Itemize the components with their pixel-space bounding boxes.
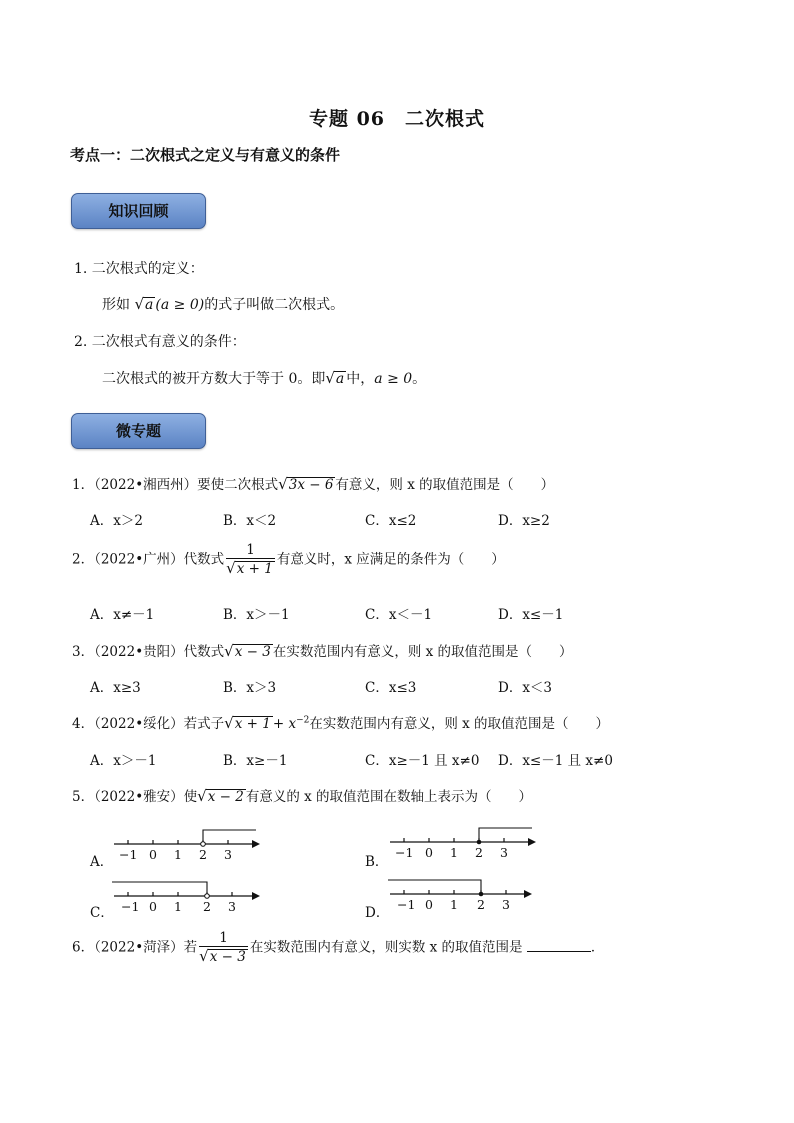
number-line-d-tick-label: 3 [502, 897, 510, 912]
question-5-option-d[interactable]: D． [365, 905, 390, 921]
question-3-stem: 3．（2022•贵阳）代数式√x − 3 在实数范围内有意义，则 x 的取值范围是（ ） [72, 642, 573, 660]
question-1-option-a[interactable]: A．x＞2 [90, 513, 143, 529]
answer-blank[interactable] [527, 939, 591, 952]
question-3-pre: 3．（2022•贵阳）代数式 [72, 644, 225, 660]
question-4-pre: 4．（2022•绥化）若式子 [72, 716, 225, 732]
question-5-option-c[interactable]: C． [90, 905, 114, 921]
review-item-2-mid: 中， [346, 371, 375, 387]
question-4-extra-term: + x [272, 716, 297, 732]
number-line-c-tick-label: 3 [228, 899, 236, 914]
question-6-pre: 6．（2022•菏泽）若 [72, 939, 198, 956]
review-item-2-post: 。 [412, 371, 427, 387]
question-2-fraction: $\frac{1}{√x + 1}$ [226, 542, 273, 577]
question-4-exponent: −2 [296, 715, 310, 726]
number-line-c-tick-label: −1 [121, 899, 140, 914]
question-3-radicand: x − 3 [234, 644, 271, 660]
number-line-a-tick-label: 2 [199, 847, 207, 862]
question-6-denominator: x − 3 [209, 949, 246, 965]
question-2-option-a[interactable]: A．x≠－1 [90, 607, 155, 623]
number-line-a-tick-label: 0 [149, 847, 157, 862]
number-line-d-tick-label: 2 [477, 897, 485, 912]
review-item-2-pre: 二次根式的被开方数大于等于 0。即 [102, 371, 326, 387]
question-2-post: 有意义时，x 应满足的条件为（ ） [276, 551, 505, 568]
question-4-option-b[interactable]: B．x≥－1 [223, 753, 288, 769]
question-6-numerator: 1 [199, 930, 248, 947]
question-2-option-b[interactable]: B．x＞－1 [223, 607, 290, 623]
question-1-option-b[interactable]: B．x＜2 [223, 513, 277, 529]
review-item-1-post: 的式子叫做二次根式。 [204, 297, 345, 313]
number-line-a-tick-label: 3 [224, 847, 232, 862]
review-item-1-expr: a [145, 297, 154, 313]
question-6-end: ． [590, 939, 605, 956]
question-4-option-a[interactable]: A．x＞－1 [90, 753, 157, 769]
number-line-b-tick-label: 1 [450, 845, 458, 860]
question-5-option-a[interactable]: A． [90, 854, 114, 870]
review-item-2-body: 二次根式的被开方数大于等于 0。即√a 中，a ≥ 0。 [102, 369, 427, 387]
number-line-d-tick-label: −1 [397, 897, 416, 912]
question-1-post: 有意义，则 x 的取值范围是（ ） [335, 477, 555, 493]
review-item-1-pre: 形如 [102, 297, 130, 313]
question-3-post: 在实数范围内有意义，则 x 的取值范围是（ ） [272, 644, 573, 660]
question-1-stem: 1．（2022•湘西州）要使二次根式√3x − 6 有意义，则 x 的取值范围是（ ） [72, 475, 555, 493]
review-item-2-title: 2. 二次根式有意义的条件： [74, 334, 246, 350]
number-line-c-tick-label: 0 [149, 899, 157, 914]
number-line-a-tick-label: 1 [174, 847, 182, 862]
question-2-option-d[interactable]: D．x≤－1 [498, 607, 564, 623]
question-4-stem: 4．（2022•绥化）若式子$√x + 1 + x^{-2}$在实数范围内有意义，则 x 的取值范围是（ ） [72, 714, 610, 732]
question-5-post: 有意义的 x 的取值范围在数轴上表示为（ ） [245, 789, 533, 805]
question-5-pre: 5．（2022•雅安）使 [72, 789, 198, 805]
micro-topic-section-badge: 微专题 [71, 413, 206, 449]
question-2-denominator: x + 1 [236, 561, 273, 577]
question-3-option-c[interactable]: C．x≤3 [365, 680, 417, 696]
question-4-post: 在实数范围内有意义，则 x 的取值范围是（ ） [309, 716, 610, 732]
question-6-post: 在实数范围内有意义，则实数 x 的取值范围是 [249, 939, 523, 956]
question-1-option-c[interactable]: C．x≤2 [365, 513, 417, 529]
question-4-option-d[interactable]: D．x≤－1 且 x≠0 [498, 753, 613, 769]
number-line-d-tick-label: 0 [425, 897, 433, 912]
number-line-c-tick-label: 1 [174, 899, 182, 914]
question-2-numerator: 1 [226, 542, 275, 559]
question-3-option-a[interactable]: A．x≥3 [90, 680, 141, 696]
number-line-b-tick-label: 3 [500, 845, 508, 860]
question-6-fraction: $\frac{1}{√x - 3}$ [199, 930, 246, 965]
review-item-1-body: 形如 √a (a ≥ 0)的式子叫做二次根式。 [102, 295, 345, 313]
question-5-radicand: x − 2 [207, 789, 244, 805]
question-4-radicand: x + 1 [234, 716, 271, 732]
number-line-a [110, 826, 270, 862]
page-title: 专题 06 二次根式 [308, 108, 486, 130]
question-1-radicand: 3x − 6 [288, 477, 334, 493]
number-line-c-tick-label: 2 [203, 899, 211, 914]
question-2-stem [72, 542, 505, 578]
number-line-b-tick-label: 2 [475, 845, 483, 860]
review-item-1-cond: (a ≥ 0) [155, 297, 205, 313]
review-item-2-expr: a [335, 371, 345, 387]
question-1-option-d[interactable]: D．x≥2 [498, 513, 550, 529]
question-1-pre: 1．（2022•湘西州）要使二次根式 [72, 477, 279, 493]
number-line-b-tick-label: 0 [425, 845, 433, 860]
number-line-d [386, 876, 546, 912]
question-5-option-b[interactable]: B． [365, 854, 389, 870]
question-3-option-b[interactable]: B．x＞3 [223, 680, 277, 696]
number-line-a-tick-label: −1 [119, 847, 138, 862]
question-2-pre: 2．（2022•广州）代数式 [72, 551, 225, 568]
section-heading: 考点一：二次根式之定义与有意义的条件 [70, 146, 341, 164]
question-5-stem: 5．（2022•雅安）使√x − 2 有意义的 x 的取值范围在数轴上表示为（ ） [72, 787, 533, 805]
question-2-option-c[interactable]: C．x＜－1 [365, 607, 433, 623]
review-item-1-title: 1. 二次根式的定义： [74, 261, 204, 277]
number-line-d-tick-label: 1 [450, 897, 458, 912]
question-3-option-d[interactable]: D．x＜3 [498, 680, 553, 696]
review-section-badge: 知识回顾 [71, 193, 206, 229]
question-4-option-c[interactable]: C．x≥－1 且 x≠0 [365, 753, 480, 769]
question-6-stem [72, 930, 604, 966]
number-line-c [110, 878, 270, 914]
number-line-b [386, 824, 546, 860]
review-item-2-cond: a ≥ 0 [374, 371, 413, 387]
number-line-b-tick-label: −1 [395, 845, 414, 860]
